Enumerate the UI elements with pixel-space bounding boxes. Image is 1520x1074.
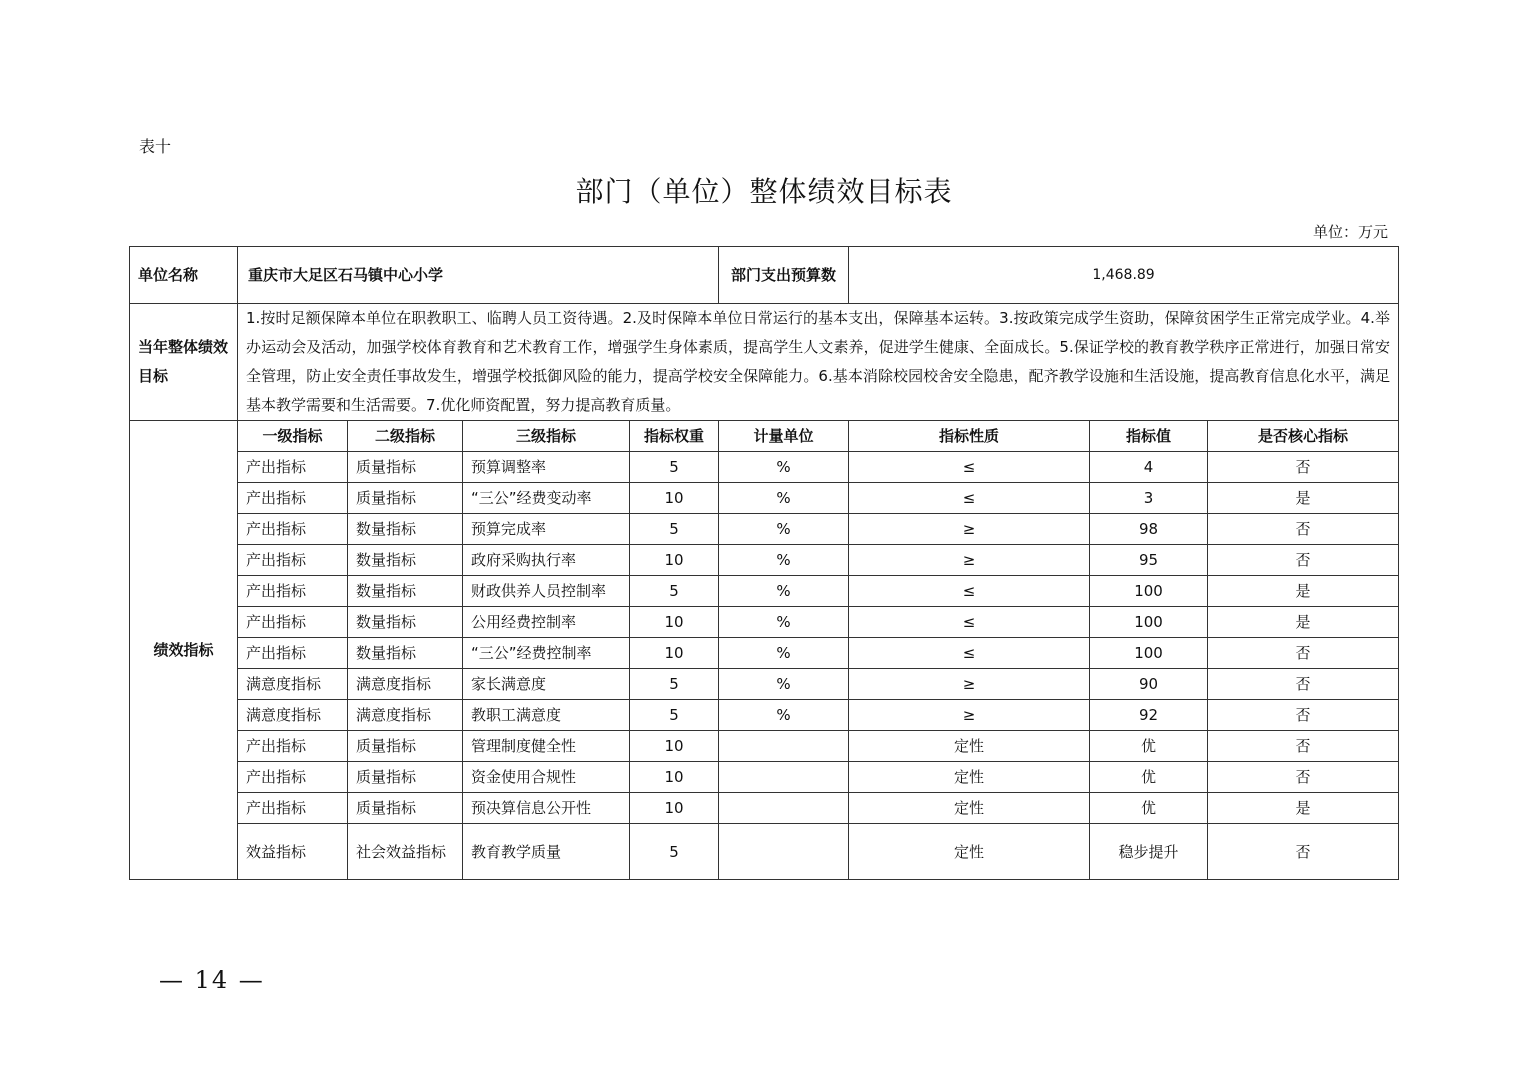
table-label: 表十 bbox=[139, 137, 172, 156]
level1-cell: 产出指标 bbox=[238, 545, 348, 576]
goal-row bbox=[130, 304, 1399, 421]
level2-cell: 数量指标 bbox=[348, 514, 463, 545]
level3-cell: 管理制度健全性 bbox=[463, 731, 630, 762]
unit-cell: % bbox=[719, 576, 849, 607]
value-cell: 稳步提升 bbox=[1090, 824, 1208, 880]
weight-cell: 5 bbox=[630, 824, 719, 880]
goal-label: 当年整体绩效目标 bbox=[130, 304, 238, 421]
unit-cell: % bbox=[719, 483, 849, 514]
weight-cell: 10 bbox=[630, 545, 719, 576]
core-cell: 否 bbox=[1208, 824, 1399, 880]
level2-cell: 质量指标 bbox=[348, 483, 463, 514]
weight-cell: 5 bbox=[630, 700, 719, 731]
unit-cell: % bbox=[719, 607, 849, 638]
level3-cell: 预算调整率 bbox=[463, 452, 630, 483]
table-row bbox=[130, 607, 1399, 638]
value-cell: 100 bbox=[1090, 638, 1208, 669]
level1-cell: 产出指标 bbox=[238, 638, 348, 669]
value-cell: 90 bbox=[1090, 669, 1208, 700]
column-header: 一级指标 bbox=[238, 421, 348, 452]
unit-name-label: 单位名称 bbox=[130, 247, 238, 304]
level3-cell: 预决算信息公开性 bbox=[463, 793, 630, 824]
value-cell: 3 bbox=[1090, 483, 1208, 514]
nature-cell: ≥ bbox=[849, 514, 1090, 545]
level3-cell: 政府采购执行率 bbox=[463, 545, 630, 576]
table-row bbox=[130, 793, 1399, 824]
level3-cell: “三公”经费变动率 bbox=[463, 483, 630, 514]
core-cell: 是 bbox=[1208, 483, 1399, 514]
core-cell: 否 bbox=[1208, 638, 1399, 669]
column-header: 指标性质 bbox=[849, 421, 1090, 452]
level1-cell: 产出指标 bbox=[238, 762, 348, 793]
value-cell: 98 bbox=[1090, 514, 1208, 545]
level2-cell: 满意度指标 bbox=[348, 700, 463, 731]
level2-cell: 数量指标 bbox=[348, 638, 463, 669]
weight-cell: 5 bbox=[630, 452, 719, 483]
budget-value: 1,468.89 bbox=[849, 247, 1399, 304]
core-cell: 是 bbox=[1208, 793, 1399, 824]
unit-cell: % bbox=[719, 514, 849, 545]
level2-cell: 质量指标 bbox=[348, 731, 463, 762]
level2-cell: 数量指标 bbox=[348, 545, 463, 576]
unit-name-value: 重庆市大足区石马镇中心小学 bbox=[238, 247, 719, 304]
unit-cell: % bbox=[719, 669, 849, 700]
value-cell: 优 bbox=[1090, 762, 1208, 793]
value-cell: 92 bbox=[1090, 700, 1208, 731]
core-cell: 否 bbox=[1208, 452, 1399, 483]
nature-cell: ≤ bbox=[849, 452, 1090, 483]
level2-cell: 质量指标 bbox=[348, 762, 463, 793]
table-row bbox=[130, 576, 1399, 607]
unit-cell: % bbox=[719, 545, 849, 576]
column-header: 是否核心指标 bbox=[1208, 421, 1399, 452]
column-header: 指标值 bbox=[1090, 421, 1208, 452]
page-number: — 14 — bbox=[159, 966, 265, 994]
table-row bbox=[130, 638, 1399, 669]
value-cell: 100 bbox=[1090, 576, 1208, 607]
core-cell: 是 bbox=[1208, 576, 1399, 607]
nature-cell: ≤ bbox=[849, 607, 1090, 638]
nature-cell: 定性 bbox=[849, 824, 1090, 880]
unit-cell bbox=[719, 731, 849, 762]
unit-cell: % bbox=[719, 638, 849, 669]
column-header: 指标权重 bbox=[630, 421, 719, 452]
column-header: 三级指标 bbox=[463, 421, 630, 452]
level1-cell: 满意度指标 bbox=[238, 669, 348, 700]
level3-cell: 预算完成率 bbox=[463, 514, 630, 545]
value-cell: 95 bbox=[1090, 545, 1208, 576]
weight-cell: 5 bbox=[630, 514, 719, 545]
table-row bbox=[130, 545, 1399, 576]
core-cell: 是 bbox=[1208, 607, 1399, 638]
weight-cell: 5 bbox=[630, 669, 719, 700]
core-cell: 否 bbox=[1208, 762, 1399, 793]
core-cell: 否 bbox=[1208, 700, 1399, 731]
core-cell: 否 bbox=[1208, 731, 1399, 762]
unit-cell bbox=[719, 824, 849, 880]
level1-cell: 产出指标 bbox=[238, 576, 348, 607]
unit-cell bbox=[719, 762, 849, 793]
level3-cell: 资金使用合规性 bbox=[463, 762, 630, 793]
nature-cell: 定性 bbox=[849, 731, 1090, 762]
level3-cell: 财政供养人员控制率 bbox=[463, 576, 630, 607]
value-cell: 优 bbox=[1090, 731, 1208, 762]
nature-cell: 定性 bbox=[849, 793, 1090, 824]
table-row bbox=[130, 762, 1399, 793]
nature-cell: ≤ bbox=[849, 576, 1090, 607]
level1-cell: 产出指标 bbox=[238, 731, 348, 762]
table-row bbox=[130, 514, 1399, 545]
unit-cell: % bbox=[719, 452, 849, 483]
value-cell: 优 bbox=[1090, 793, 1208, 824]
level2-cell: 社会效益指标 bbox=[348, 824, 463, 880]
level1-cell: 产出指标 bbox=[238, 483, 348, 514]
performance-target-table bbox=[129, 246, 1399, 880]
column-header: 计量单位 bbox=[719, 421, 849, 452]
core-cell: 否 bbox=[1208, 669, 1399, 700]
core-cell: 否 bbox=[1208, 514, 1399, 545]
weight-cell: 5 bbox=[630, 576, 719, 607]
goal-text: 1.按时足额保障本单位在职教职工、临聘人员工资待遇。2.及时保障本单位日常运行的基本支出，保障基本运转。3.按政策完成学生资助，保障贫困学生正常完成学业。4.举办运动会及活动，加强学校体育教育和艺术教育工作，增强学生身体素质，提高学生人文素养，促进学生健康、全面成长。5.保证学校的教育教学秩序正常进行，加强日常安全管理，防止安全责任事故发生，增强学校抵御风险的能力，提高学校安全保障能力。6.基本消除校园校舍安全隐患，配齐教学设施和生活设施，提高教育信息化水平，满足基本教学需要和生活需要。7.优化师资配置，努力提高教育质量。 bbox=[238, 304, 1399, 421]
level2-cell: 质量指标 bbox=[348, 452, 463, 483]
level2-cell: 质量指标 bbox=[348, 793, 463, 824]
budget-label: 部门支出预算数 bbox=[719, 247, 849, 304]
nature-cell: ≥ bbox=[849, 700, 1090, 731]
nature-cell: ≥ bbox=[849, 545, 1090, 576]
level1-cell: 效益指标 bbox=[238, 824, 348, 880]
weight-cell: 10 bbox=[630, 731, 719, 762]
nature-cell: ≥ bbox=[849, 669, 1090, 700]
table-row bbox=[130, 669, 1399, 700]
table-row bbox=[130, 731, 1399, 762]
level2-cell: 数量指标 bbox=[348, 607, 463, 638]
unit-cell bbox=[719, 793, 849, 824]
level2-cell: 满意度指标 bbox=[348, 669, 463, 700]
table-row bbox=[130, 452, 1399, 483]
core-cell: 否 bbox=[1208, 545, 1399, 576]
weight-cell: 10 bbox=[630, 793, 719, 824]
weight-cell: 10 bbox=[630, 638, 719, 669]
indicator-section-label: 绩效指标 bbox=[130, 421, 238, 880]
level1-cell: 满意度指标 bbox=[238, 700, 348, 731]
value-cell: 4 bbox=[1090, 452, 1208, 483]
level3-cell: 公用经费控制率 bbox=[463, 607, 630, 638]
indicator-header-row bbox=[130, 421, 1399, 452]
weight-cell: 10 bbox=[630, 607, 719, 638]
level1-cell: 产出指标 bbox=[238, 514, 348, 545]
level3-cell: 教职工满意度 bbox=[463, 700, 630, 731]
nature-cell: 定性 bbox=[849, 762, 1090, 793]
weight-cell: 10 bbox=[630, 762, 719, 793]
header-row bbox=[130, 247, 1399, 304]
nature-cell: ≤ bbox=[849, 483, 1090, 514]
level3-cell: 家长满意度 bbox=[463, 669, 630, 700]
weight-cell: 10 bbox=[630, 483, 719, 514]
nature-cell: ≤ bbox=[849, 638, 1090, 669]
table-row bbox=[130, 700, 1399, 731]
level1-cell: 产出指标 bbox=[238, 793, 348, 824]
level3-cell: 教育教学质量 bbox=[463, 824, 630, 880]
page-title: 部门（单位）整体绩效目标表 bbox=[575, 175, 953, 208]
unit-cell: % bbox=[719, 700, 849, 731]
level3-cell: “三公”经费控制率 bbox=[463, 638, 630, 669]
level1-cell: 产出指标 bbox=[238, 452, 348, 483]
level1-cell: 产出指标 bbox=[238, 607, 348, 638]
value-cell: 100 bbox=[1090, 607, 1208, 638]
unit-note: 单位：万元 bbox=[1312, 223, 1388, 241]
level2-cell: 数量指标 bbox=[348, 576, 463, 607]
table-row bbox=[130, 824, 1399, 880]
column-header: 二级指标 bbox=[348, 421, 463, 452]
table-row bbox=[130, 483, 1399, 514]
